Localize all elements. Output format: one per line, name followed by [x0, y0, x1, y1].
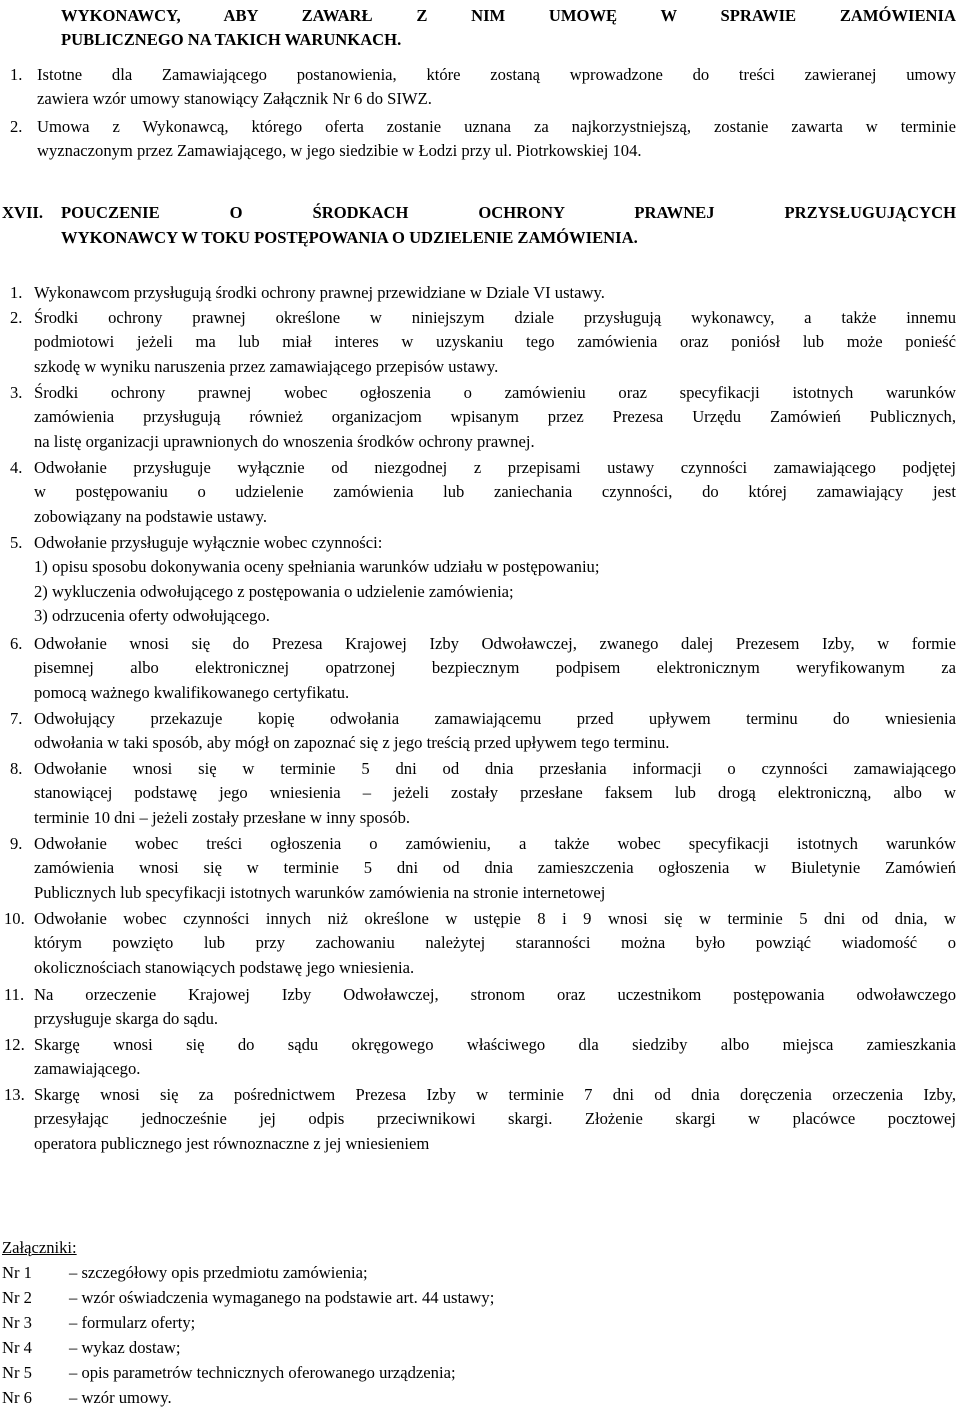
attachment-5-text: – opis parametrów technicznych oferowanego urządzenia;	[69, 1363, 456, 1382]
xvii-item-9-line-3: Publicznych lub specyfikacji istotnych warunków zamówienia na stronie internetowej	[34, 882, 606, 902]
attachment-item-6	[2, 1386, 172, 1410]
xvii-item-12-number: 12.	[4, 1035, 25, 1054]
xvii-item-9-number: 9.	[10, 834, 23, 853]
xvii-item-5-subitem-1: 1) opisu sposobu dokonywania oceny spełniania warunków udziału w postępowaniu;	[34, 557, 600, 577]
xvii-item-5-number: 5.	[10, 533, 23, 552]
xvii-item-13-line-3: operatora publicznego jest równoznaczne z jej wniesieniem	[34, 1133, 430, 1153]
xvii-item-7-number: 7.	[10, 709, 23, 728]
intro-item-2-line-1: Umowa z Wykonawcą, którego oferta zostanie uznana za najkorzystniejszą, zostanie zawarta w terminie	[37, 117, 956, 136]
xvii-item-2-line-1: Środki ochrony prawnej określone w niniejszym dziale przysługują wykonawcy, a także innemu	[34, 308, 956, 327]
xvii-item-2-number: 2.	[10, 308, 23, 327]
intro-item-1-number: 1.	[10, 65, 23, 84]
intro-item-1-line-2: zawiera wzór umowy stanowiący Załącznik Nr 6 do SIWZ.	[37, 89, 432, 109]
attachment-4-text: – wykaz dostaw;	[69, 1338, 181, 1357]
attachment-2-number: Nr 2	[2, 1288, 32, 1307]
section-xvii-number: XVII.	[2, 203, 44, 222]
xvii-item-4-line-1: Odwołanie przysługuje wyłącznie od niezgodnej z przepisami ustawy czynności zamawiającego podjętej	[34, 458, 956, 477]
xvii-item-2-line-2: podmiotowi jeżeli ma lub miał interes w uzyskaniu tego zamówienia oraz poniósł lub może ponieść	[34, 332, 956, 352]
attachment-1-number: Nr 1	[2, 1263, 32, 1282]
xvii-item-11-number: 11.	[4, 985, 25, 1004]
intro-item-2-line-2: wyznaczonym przez Zamawiającego, w jego siedzibie w Łodzi przy ul. Piotrkowskiej 104.	[37, 141, 642, 161]
xvii-item-6-line-1: Odwołanie wnosi się do Prezesa Krajowej Izby Odwoławczej, zwanego dalej Prezesem Izby, w formie	[34, 634, 956, 653]
xvii-item-8-line-2: stanowiącej podstawę jego wniesienia – jeżeli zostały przesłane faksem lub drogą elektroniczną, albo w	[34, 783, 956, 803]
attachment-3-number: Nr 3	[2, 1313, 32, 1332]
xvii-item-11-line-1: Na orzeczenie Krajowej Izby Odwoławczej, stronom oraz uczestnikom postępowania odwoławczego	[34, 985, 956, 1004]
attachment-6-text: – wzór umowy.	[69, 1388, 172, 1407]
attachment-item-4	[2, 1336, 181, 1360]
attachment-2-text: – wzór oświadczenia wymaganego na podstawie art. 44 ustawy;	[69, 1288, 495, 1307]
xvii-item-6-line-2: pisemnej albo elektronicznej opatrzonej bezpiecznym podpisem elektronicznym weryfikowanym za	[34, 658, 956, 678]
section-xvii-title-line-2: WYKONAWCY W TOKU POSTĘPOWANIA O UDZIELENIE ZAMÓWIENIA.	[61, 228, 638, 247]
xvii-item-2-line-3: szkodę w wyniku naruszenia przez zamawiającego przepisów ustawy.	[34, 356, 499, 376]
xvii-item-9-line-1: Odwołanie wobec treści ogłoszenia o zamówieniu, a także wobec specyfikacji istotnych warunków	[34, 834, 956, 853]
intro-item-2-number: 2.	[10, 117, 23, 136]
attachment-item-1	[2, 1261, 368, 1285]
xvii-item-9-line-2: zamówienia wnosi się w terminie 5 dni od dnia zamieszczenia ogłoszenia w Biuletynie Zamówień	[34, 858, 956, 878]
intro-heading-line-2: PUBLICZNEGO NA TAKICH WARUNKACH.	[61, 30, 402, 49]
xvii-item-7-line-1: Odwołujący przekazuje kopię odwołania zamawiającemu przed upływem terminu do wniesienia	[34, 709, 956, 728]
xvii-item-8-line-1: Odwołanie wnosi się w terminie 5 dni od dnia przesłania informacji o czynności zamawiającego	[34, 759, 956, 778]
attachment-5-number: Nr 5	[2, 1363, 32, 1382]
xvii-item-5-subitem-2: 2) wykluczenia odwołującego z postępowania o udzielenie zamówienia;	[34, 581, 514, 601]
xvii-item-7-line-2: odwołania w taki sposób, aby mógł on zapoznać się z jego treścią przed upływem tego terminu.	[34, 733, 670, 753]
intro-heading-line-1: WYKONAWCY, ABY ZAWARŁ Z NIM UMOWĘ W SPRAWIE ZAMÓWIENIA	[61, 6, 956, 25]
xvii-item-10-line-2: którym powzięto lub przy zachowaniu należytej staranności można było powziąć wiadomość o	[34, 933, 956, 953]
xvii-item-3-number: 3.	[10, 383, 23, 402]
xvii-item-3-line-1: Środki ochrony prawnej wobec ogłoszenia o zamówieniu oraz specyfikacji istotnych warunków	[34, 383, 956, 402]
xvii-item-4-number: 4.	[10, 458, 23, 477]
attachment-4-number: Nr 4	[2, 1338, 32, 1357]
attachment-item-5	[2, 1361, 456, 1385]
xvii-item-4-line-2: w postępowaniu o udzielenie zamówienia lub zaniechania czynności, do której zamawiający jest	[34, 482, 956, 502]
xvii-item-13-line-2: przesyłając jednocześnie jej odpis przeciwnikowi skargi. Złożenie skargi w placówce pocztowej	[34, 1109, 956, 1129]
xvii-item-4-line-3: zobowiązany na podstawie ustawy.	[34, 506, 268, 526]
xvii-item-12-line-1: Skargę wnosi się do sądu okręgowego właściwego dla siedziby albo miejsca zamieszkania	[34, 1035, 956, 1054]
xvii-item-1-number: 1.	[10, 283, 23, 302]
section-xvii-title-line-1: POUCZENIE O ŚRODKACH OCHRONY PRAWNEJ PRZYSŁUGUJĄCYCH	[61, 203, 956, 222]
xvii-item-6-line-3: pomocą ważnego kwalifikowanego certyfikatu.	[34, 682, 350, 702]
xvii-item-1-line-1: Wykonawcom przysługują środki ochrony prawnej przewidziane w Dziale VI ustawy.	[34, 283, 605, 302]
xvii-item-10-line-1: Odwołanie wobec czynności innych niż określone w ustępie 8 i 9 wnosi się w terminie 5 dni od dnia, w	[34, 909, 956, 928]
attachment-item-3	[2, 1311, 195, 1335]
attachment-1-text: – szczegółowy opis przedmiotu zamówienia;	[69, 1263, 368, 1282]
xvii-item-3-line-2: zamówienia przysługują również organizacjom wpisanym przez Prezesa Urzędu Zamówień Publicznych,	[34, 407, 956, 427]
xvii-item-11-line-2: przysługuje skarga do sądu.	[34, 1009, 219, 1029]
xvii-item-10-number: 10.	[4, 909, 25, 928]
intro-item-1-line-1: Istotne dla Zamawiającego postanowienia, które zostaną wprowadzone do treści zawieranej umowy	[37, 65, 956, 84]
xvii-item-8-number: 8.	[10, 759, 23, 778]
xvii-item-6-number: 6.	[10, 634, 23, 653]
attachment-item-2	[2, 1286, 494, 1310]
xvii-item-5-line-1: Odwołanie przysługuje wyłącznie wobec czynności:	[34, 533, 383, 552]
xvii-item-10-line-3: okolicznościach stanowiących podstawę jego wniesienia.	[34, 957, 415, 977]
attachment-3-text: – formularz oferty;	[69, 1313, 196, 1332]
xvii-item-5-subitem-3: 3) odrzucenia oferty odwołującego.	[34, 605, 270, 625]
attachment-6-number: Nr 6	[2, 1388, 32, 1407]
attachments-title: Załączniki:	[2, 1238, 77, 1257]
xvii-item-12-line-2: zamawiającego.	[34, 1059, 141, 1079]
xvii-item-8-line-3: terminie 10 dni – jeżeli zostały przesłane w inny sposób.	[34, 807, 411, 827]
xvii-item-3-line-3: na listę organizacji uprawnionych do wnoszenia środków ochrony prawnej.	[34, 431, 535, 451]
xvii-item-13-number: 13.	[4, 1085, 25, 1104]
xvii-item-13-line-1: Skargę wnosi się za pośrednictwem Prezesa Izby w terminie 7 dni od dnia doręczenia orzeczenia Izby,	[34, 1085, 956, 1104]
